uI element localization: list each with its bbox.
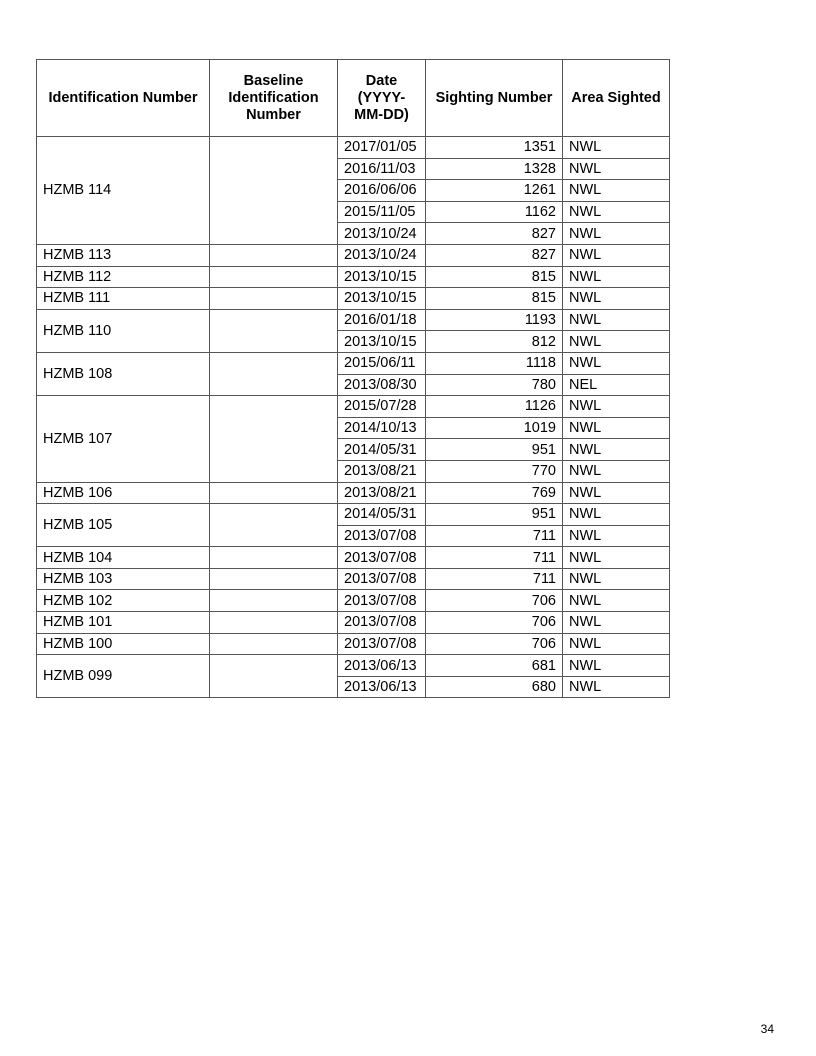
date-cell: 2017/01/05: [338, 137, 426, 159]
baseline-identification-cell: [210, 504, 338, 547]
identification-number-cell: HZMB 107: [37, 396, 210, 482]
identification-number-cell: HZMB 113: [37, 244, 210, 266]
date-cell: 2013/07/08: [338, 547, 426, 569]
header-date: Date (YYYY-MM-DD): [338, 60, 426, 137]
table-body: [37, 137, 670, 698]
area-sighted-cell: NWL: [563, 547, 670, 569]
baseline-identification-cell: [210, 633, 338, 655]
sighting-number-cell: 711: [426, 525, 563, 547]
identification-number-cell: HZMB 108: [37, 352, 210, 395]
sighting-number-cell: 1126: [426, 396, 563, 418]
area-sighted-cell: NWL: [563, 223, 670, 245]
sighting-number-cell: 706: [426, 612, 563, 634]
sighting-number-cell: 1019: [426, 417, 563, 439]
area-sighted-cell: NWL: [563, 460, 670, 482]
sighting-number-cell: 770: [426, 460, 563, 482]
area-sighted-cell: NWL: [563, 244, 670, 266]
header-baseline-identification-number: Baseline Identification Number: [210, 60, 338, 137]
baseline-identification-cell: [210, 244, 338, 266]
area-sighted-cell: NWL: [563, 504, 670, 526]
sighting-number-cell: 827: [426, 244, 563, 266]
sighting-number-cell: 706: [426, 633, 563, 655]
identification-number-cell: HZMB 114: [37, 137, 210, 245]
baseline-identification-cell: [210, 352, 338, 395]
table-row: [37, 590, 670, 612]
table-row: [37, 309, 670, 331]
area-sighted-cell: NWL: [563, 439, 670, 461]
identification-number-cell: HZMB 100: [37, 633, 210, 655]
date-cell: 2013/10/15: [338, 331, 426, 353]
date-cell: 2013/07/08: [338, 612, 426, 634]
identification-number-cell: HZMB 105: [37, 504, 210, 547]
table-row: [37, 244, 670, 266]
identification-number-cell: HZMB 112: [37, 266, 210, 288]
area-sighted-cell: NWL: [563, 590, 670, 612]
sighting-number-cell: 815: [426, 266, 563, 288]
table-row: [37, 482, 670, 504]
table-row: [37, 547, 670, 569]
sighting-number-cell: 711: [426, 547, 563, 569]
date-cell: 2014/05/31: [338, 439, 426, 461]
sighting-number-cell: 1193: [426, 309, 563, 331]
date-cell: 2013/10/24: [338, 223, 426, 245]
baseline-identification-cell: [210, 288, 338, 310]
header-sighting-number: Sighting Number: [426, 60, 563, 137]
baseline-identification-cell: [210, 482, 338, 504]
area-sighted-cell: NWL: [563, 309, 670, 331]
area-sighted-cell: NWL: [563, 612, 670, 634]
identification-number-cell: HZMB 106: [37, 482, 210, 504]
area-sighted-cell: NWL: [563, 288, 670, 310]
header-identification-number: Identification Number: [37, 60, 210, 137]
table-row: [37, 288, 670, 310]
sighting-number-cell: 1162: [426, 201, 563, 223]
identification-number-cell: HZMB 111: [37, 288, 210, 310]
area-sighted-cell: NWL: [563, 352, 670, 374]
area-sighted-cell: NWL: [563, 180, 670, 202]
sighting-number-cell: 812: [426, 331, 563, 353]
area-sighted-cell: NWL: [563, 331, 670, 353]
sighting-number-cell: 1328: [426, 158, 563, 180]
sighting-number-cell: 1261: [426, 180, 563, 202]
date-cell: 2013/06/13: [338, 655, 426, 677]
date-cell: 2015/06/11: [338, 352, 426, 374]
baseline-identification-cell: [210, 137, 338, 245]
date-cell: 2013/06/13: [338, 676, 426, 698]
baseline-identification-cell: [210, 266, 338, 288]
table-header-row: [37, 60, 670, 137]
identification-number-cell: HZMB 099: [37, 655, 210, 698]
sighting-number-cell: 815: [426, 288, 563, 310]
date-cell: 2013/10/24: [338, 244, 426, 266]
baseline-identification-cell: [210, 655, 338, 698]
table-row: [37, 633, 670, 655]
baseline-identification-cell: [210, 396, 338, 482]
table-row: [37, 266, 670, 288]
area-sighted-cell: NWL: [563, 201, 670, 223]
area-sighted-cell: NWL: [563, 266, 670, 288]
baseline-identification-cell: [210, 590, 338, 612]
date-cell: 2013/08/21: [338, 482, 426, 504]
date-cell: 2015/11/05: [338, 201, 426, 223]
table-row: [37, 612, 670, 634]
sighting-number-cell: 1351: [426, 137, 563, 159]
sighting-number-cell: 1118: [426, 352, 563, 374]
baseline-identification-cell: [210, 612, 338, 634]
area-sighted-cell: NWL: [563, 417, 670, 439]
table-row: [37, 504, 670, 526]
date-cell: 2016/11/03: [338, 158, 426, 180]
date-cell: 2016/01/18: [338, 309, 426, 331]
area-sighted-cell: NWL: [563, 482, 670, 504]
table-row: [37, 137, 670, 159]
date-cell: 2015/07/28: [338, 396, 426, 418]
area-sighted-cell: NWL: [563, 137, 670, 159]
identification-number-cell: HZMB 101: [37, 612, 210, 634]
area-sighted-cell: NWL: [563, 676, 670, 698]
date-cell: 2013/07/08: [338, 568, 426, 590]
date-cell: 2013/07/08: [338, 633, 426, 655]
baseline-identification-cell: [210, 309, 338, 352]
sighting-number-cell: 681: [426, 655, 563, 677]
sighting-number-cell: 951: [426, 439, 563, 461]
sightings-table: [36, 59, 670, 698]
header-area-sighted: Area Sighted: [563, 60, 670, 137]
sighting-number-cell: 680: [426, 676, 563, 698]
sighting-number-cell: 706: [426, 590, 563, 612]
date-cell: 2014/05/31: [338, 504, 426, 526]
sighting-number-cell: 711: [426, 568, 563, 590]
area-sighted-cell: NEL: [563, 374, 670, 396]
date-cell: 2013/08/30: [338, 374, 426, 396]
baseline-identification-cell: [210, 568, 338, 590]
identification-number-cell: HZMB 110: [37, 309, 210, 352]
date-cell: 2016/06/06: [338, 180, 426, 202]
date-cell: 2014/10/13: [338, 417, 426, 439]
area-sighted-cell: NWL: [563, 633, 670, 655]
sighting-number-cell: 951: [426, 504, 563, 526]
table-row: [37, 352, 670, 374]
date-cell: 2013/07/08: [338, 590, 426, 612]
area-sighted-cell: NWL: [563, 158, 670, 180]
table-row: [37, 396, 670, 418]
baseline-identification-cell: [210, 547, 338, 569]
page-number: 34: [760, 1022, 774, 1036]
table-row: [37, 568, 670, 590]
date-cell: 2013/07/08: [338, 525, 426, 547]
table-row: [37, 655, 670, 677]
identification-number-cell: HZMB 102: [37, 590, 210, 612]
date-cell: 2013/10/15: [338, 288, 426, 310]
identification-number-cell: HZMB 103: [37, 568, 210, 590]
sighting-number-cell: 827: [426, 223, 563, 245]
date-cell: 2013/08/21: [338, 460, 426, 482]
area-sighted-cell: NWL: [563, 525, 670, 547]
area-sighted-cell: NWL: [563, 655, 670, 677]
sighting-number-cell: 769: [426, 482, 563, 504]
date-cell: 2013/10/15: [338, 266, 426, 288]
area-sighted-cell: NWL: [563, 396, 670, 418]
area-sighted-cell: NWL: [563, 568, 670, 590]
identification-number-cell: HZMB 104: [37, 547, 210, 569]
sighting-number-cell: 780: [426, 374, 563, 396]
